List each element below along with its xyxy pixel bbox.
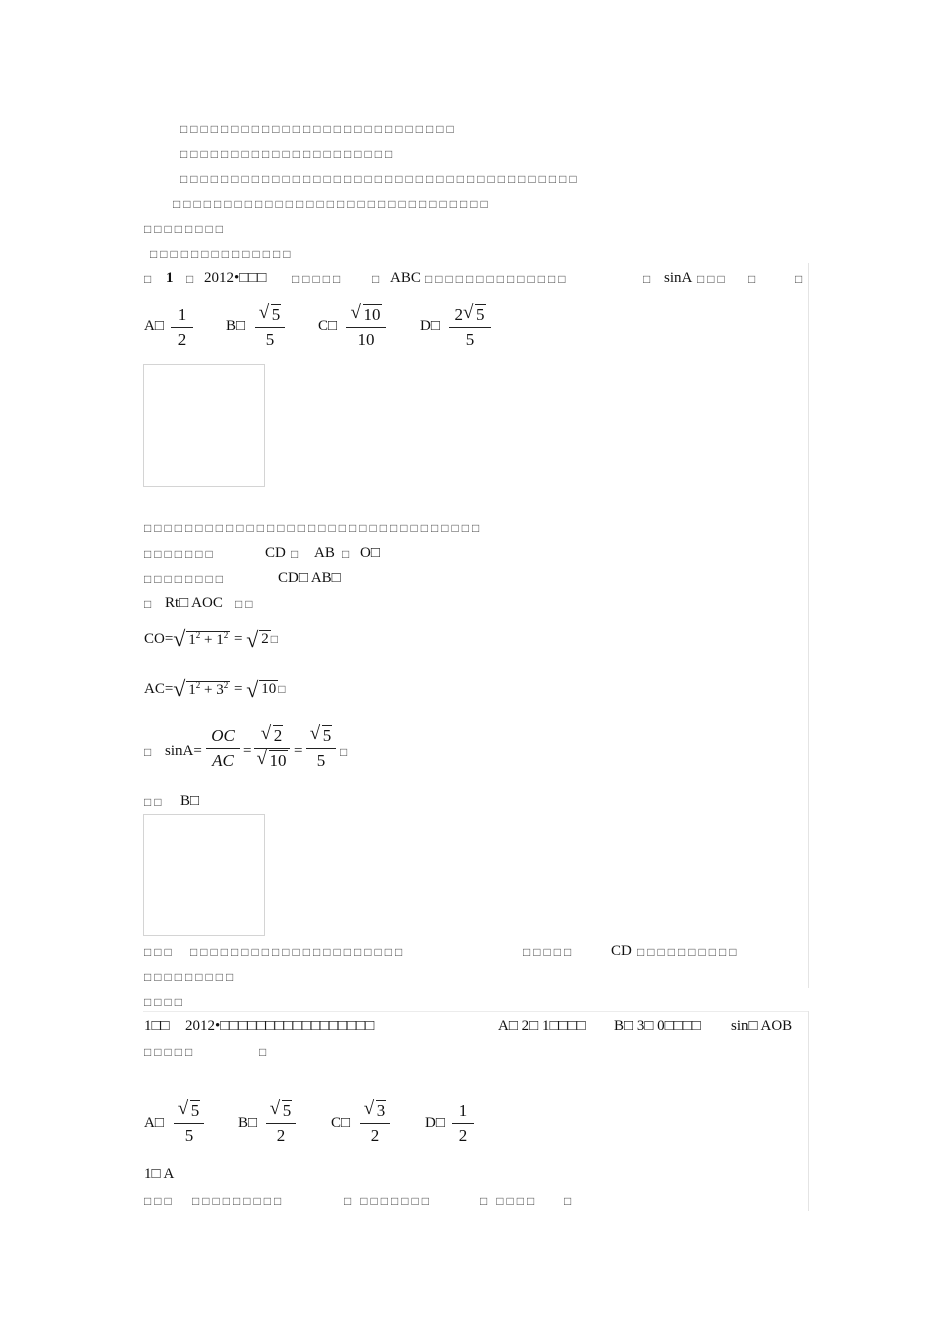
- practice-comment-label: □□□: [144, 1194, 175, 1208]
- ac-term-a: 1: [188, 682, 196, 698]
- solution-line-4-text: Rt□ AOC: [165, 595, 223, 611]
- practice-comment-1: □□□□□□□□□: [192, 1194, 285, 1208]
- option-b-denominator: 5: [265, 330, 275, 349]
- q-glyph-m: □: [186, 272, 197, 286]
- sqrt-icon: [246, 631, 271, 648]
- solution-line-2-ab: AB: [314, 545, 335, 561]
- solution-line-2-glyph-2: □: [342, 547, 353, 561]
- option-d-numerator: 5: [476, 305, 485, 324]
- practice-option-a-fraction: [174, 1101, 204, 1146]
- option-c-denominator: 10: [357, 330, 375, 349]
- option-d-label: D□: [420, 318, 440, 334]
- practice-a-den: 5: [184, 1126, 194, 1145]
- practice-d-num: 1: [452, 1101, 474, 1124]
- figure-placeholder-1: [143, 364, 265, 487]
- subsection-heading: □□□□□□□□□□□□□□: [150, 247, 294, 261]
- ac-term-b: + 3: [200, 682, 224, 698]
- q-year: 2012•□□□: [204, 270, 267, 286]
- sqrt-icon: [261, 726, 284, 746]
- intro-line-4: □□□□□□□□□□□□□□□□□□□□□□□□□□□□□□□: [173, 197, 491, 211]
- intro-line-2: □□□□□□□□□□□□□□□□□□□□□: [180, 147, 396, 161]
- comment-cd: CD: [611, 943, 632, 959]
- equals-1: =: [243, 743, 252, 759]
- sqrt-icon: [259, 305, 282, 325]
- co-exp-a: 2: [195, 630, 201, 640]
- answer-glyphs: □□: [144, 795, 165, 809]
- practice-line-2: □□□□□: [144, 1045, 196, 1059]
- q-glyph-4: □: [643, 272, 654, 286]
- comment-line-2: □□□□□□□□□: [144, 970, 237, 984]
- option-a-fraction: [171, 305, 193, 350]
- comment-body-3: □□□□□□□□□□: [637, 945, 740, 959]
- solution-line-4-glyph: □: [144, 597, 155, 611]
- sqrt-icon: [257, 751, 288, 771]
- intro-line-1: □□□□□□□□□□□□□□□□□□□□□□□□□□□: [180, 122, 457, 136]
- practice-comment-4: □: [564, 1194, 575, 1208]
- practice-option-c-fraction: [360, 1101, 390, 1146]
- option-c-numerator: 10: [363, 305, 381, 324]
- section-heading: □□□□□□□□: [144, 222, 226, 236]
- practice-point-a: A□ 2□ 1□□□□: [498, 1018, 586, 1034]
- option-a-numerator: 1: [171, 305, 193, 328]
- sina-prefix: □: [144, 745, 155, 759]
- practice-c-den: 2: [370, 1126, 380, 1145]
- co-term-a: 1: [188, 632, 196, 648]
- example-box-right-border: [808, 263, 809, 988]
- ac-prefix: AC=: [144, 680, 174, 697]
- ac-result: 10: [261, 681, 277, 697]
- co-exp-b: 2: [223, 630, 229, 640]
- ac-exp-a: 2: [195, 680, 201, 690]
- sqrt-icon: [173, 680, 230, 699]
- q-sina: sinA: [664, 270, 693, 286]
- practice-option-c-label: C□: [331, 1115, 351, 1131]
- practice-point-b: B□ 3□ 0□□□□: [614, 1018, 701, 1034]
- practice-box-top-border: [143, 1011, 808, 1012]
- q-glyph-2: □: [372, 272, 383, 286]
- sqrt-icon: [310, 726, 333, 746]
- practice-option-b-label: B□: [238, 1115, 258, 1131]
- fraction-ac: AC: [212, 751, 234, 770]
- comment-body-1: □□□□□□□□□□□□□□□□□□□□□: [190, 945, 406, 959]
- solution-line-2-cd: CD: [265, 545, 286, 561]
- ac-formula: [144, 680, 288, 699]
- q-number: 1: [166, 270, 174, 286]
- practice-b-num: 5: [282, 1101, 292, 1120]
- sqrt-icon: [463, 305, 486, 325]
- q-glyph-l: □: [144, 272, 155, 286]
- option-b-label: B□: [226, 318, 246, 334]
- practice-d-den: 2: [458, 1126, 468, 1145]
- equals-2: =: [294, 743, 303, 759]
- q-glyph-3: □□□□□□□□□□□□□□: [425, 272, 569, 286]
- q-glyph-6: □: [748, 272, 759, 286]
- fraction-root10: 10: [269, 751, 287, 770]
- sqrt-icon: [351, 305, 382, 325]
- fraction-root5-5: [306, 726, 336, 771]
- option-d-fraction: [449, 305, 491, 350]
- practice-a-num: 5: [190, 1101, 200, 1120]
- practice-option-d-fraction: [452, 1101, 474, 1146]
- fraction-oc: OC: [206, 726, 240, 749]
- sina-end: □: [340, 745, 351, 759]
- fraction-root5: 5: [322, 726, 332, 745]
- practice-box-right-border: [808, 1011, 809, 1211]
- practice-c-num: 3: [376, 1101, 386, 1120]
- q-glyph-1: □□□□□: [292, 272, 344, 286]
- sqrt-icon: [178, 1101, 201, 1121]
- q-triangle-abc: ABC: [390, 270, 421, 286]
- q-glyph-5: □□□: [697, 272, 728, 286]
- practice-year: 2012•□□□□□□□□□□□□□□□□□: [185, 1018, 375, 1034]
- practice-b-den: 2: [276, 1126, 286, 1145]
- option-b-numerator: 5: [271, 305, 281, 324]
- ac-equals: =: [230, 680, 243, 697]
- practice-answer: 1□ A: [144, 1166, 175, 1182]
- sqrt-icon: [270, 1101, 293, 1121]
- intro-line-3: □□□□□□□□□□□□□□□□□□□□□□□□□□□□□□□□□□□□□□□: [180, 172, 580, 186]
- sina-label: sinA=: [165, 743, 202, 759]
- co-equals: =: [230, 630, 243, 647]
- sqrt-icon: [364, 1101, 387, 1121]
- q-glyph-7: □: [795, 272, 806, 286]
- practice-option-b-fraction: [266, 1101, 296, 1146]
- practice-comment-2: □ □□□□□□□: [344, 1194, 432, 1208]
- option-a-denominator: 2: [177, 330, 187, 349]
- practice-option-a-label: A□: [144, 1115, 164, 1131]
- solution-line-3-glyphs: □□□□□□□□: [144, 572, 226, 586]
- practice-number: 1□□: [144, 1018, 170, 1034]
- solution-line-2-o: O□: [360, 545, 380, 561]
- option-a-label: A□: [144, 318, 164, 334]
- fraction-5: 5: [316, 751, 326, 770]
- option-b-fraction: [255, 305, 285, 350]
- practice-sin-aob: sin□ AOB: [731, 1018, 793, 1034]
- solution-line-4-glyphs: □□: [235, 597, 256, 611]
- fraction-root2: 2: [273, 726, 283, 745]
- fraction-root2-root10: [254, 726, 290, 771]
- option-c-fraction: [346, 305, 386, 350]
- co-term-b: + 1: [200, 632, 224, 648]
- option-d-denominator: 5: [465, 330, 475, 349]
- figure-placeholder-2: [143, 814, 265, 936]
- practice-comment-3: □ □□□□: [480, 1194, 538, 1208]
- solution-line-2-glyph: □: [291, 547, 302, 561]
- solution-line-1: □□□□□□□□□□□□□□□□□□□□□□□□□□□□□□□□□: [144, 521, 483, 535]
- sqrt-icon: [246, 681, 278, 698]
- fraction-oc-ac: [206, 726, 240, 771]
- co-formula: [144, 630, 281, 649]
- sqrt-icon: [173, 630, 230, 649]
- option-d-coefficient: 2: [454, 305, 463, 324]
- co-prefix: CO=: [144, 630, 174, 647]
- practice-option-d-label: D□: [425, 1115, 445, 1131]
- practice-heading: □□□□: [144, 995, 185, 1009]
- answer-value: B□: [180, 793, 200, 809]
- solution-line-2-glyphs: □□□□□□□: [144, 547, 216, 561]
- comment-label: □□□: [144, 945, 175, 959]
- solution-line-3-text: CD□ AB□: [278, 570, 341, 586]
- comment-body-2: □□□□□: [523, 945, 575, 959]
- co-result: 2: [261, 631, 269, 647]
- ac-end: □: [278, 681, 289, 696]
- practice-line-2-glyph: □: [259, 1045, 270, 1059]
- ac-exp-b: 2: [223, 680, 229, 690]
- option-c-label: C□: [318, 318, 338, 334]
- co-end: □: [270, 631, 281, 646]
